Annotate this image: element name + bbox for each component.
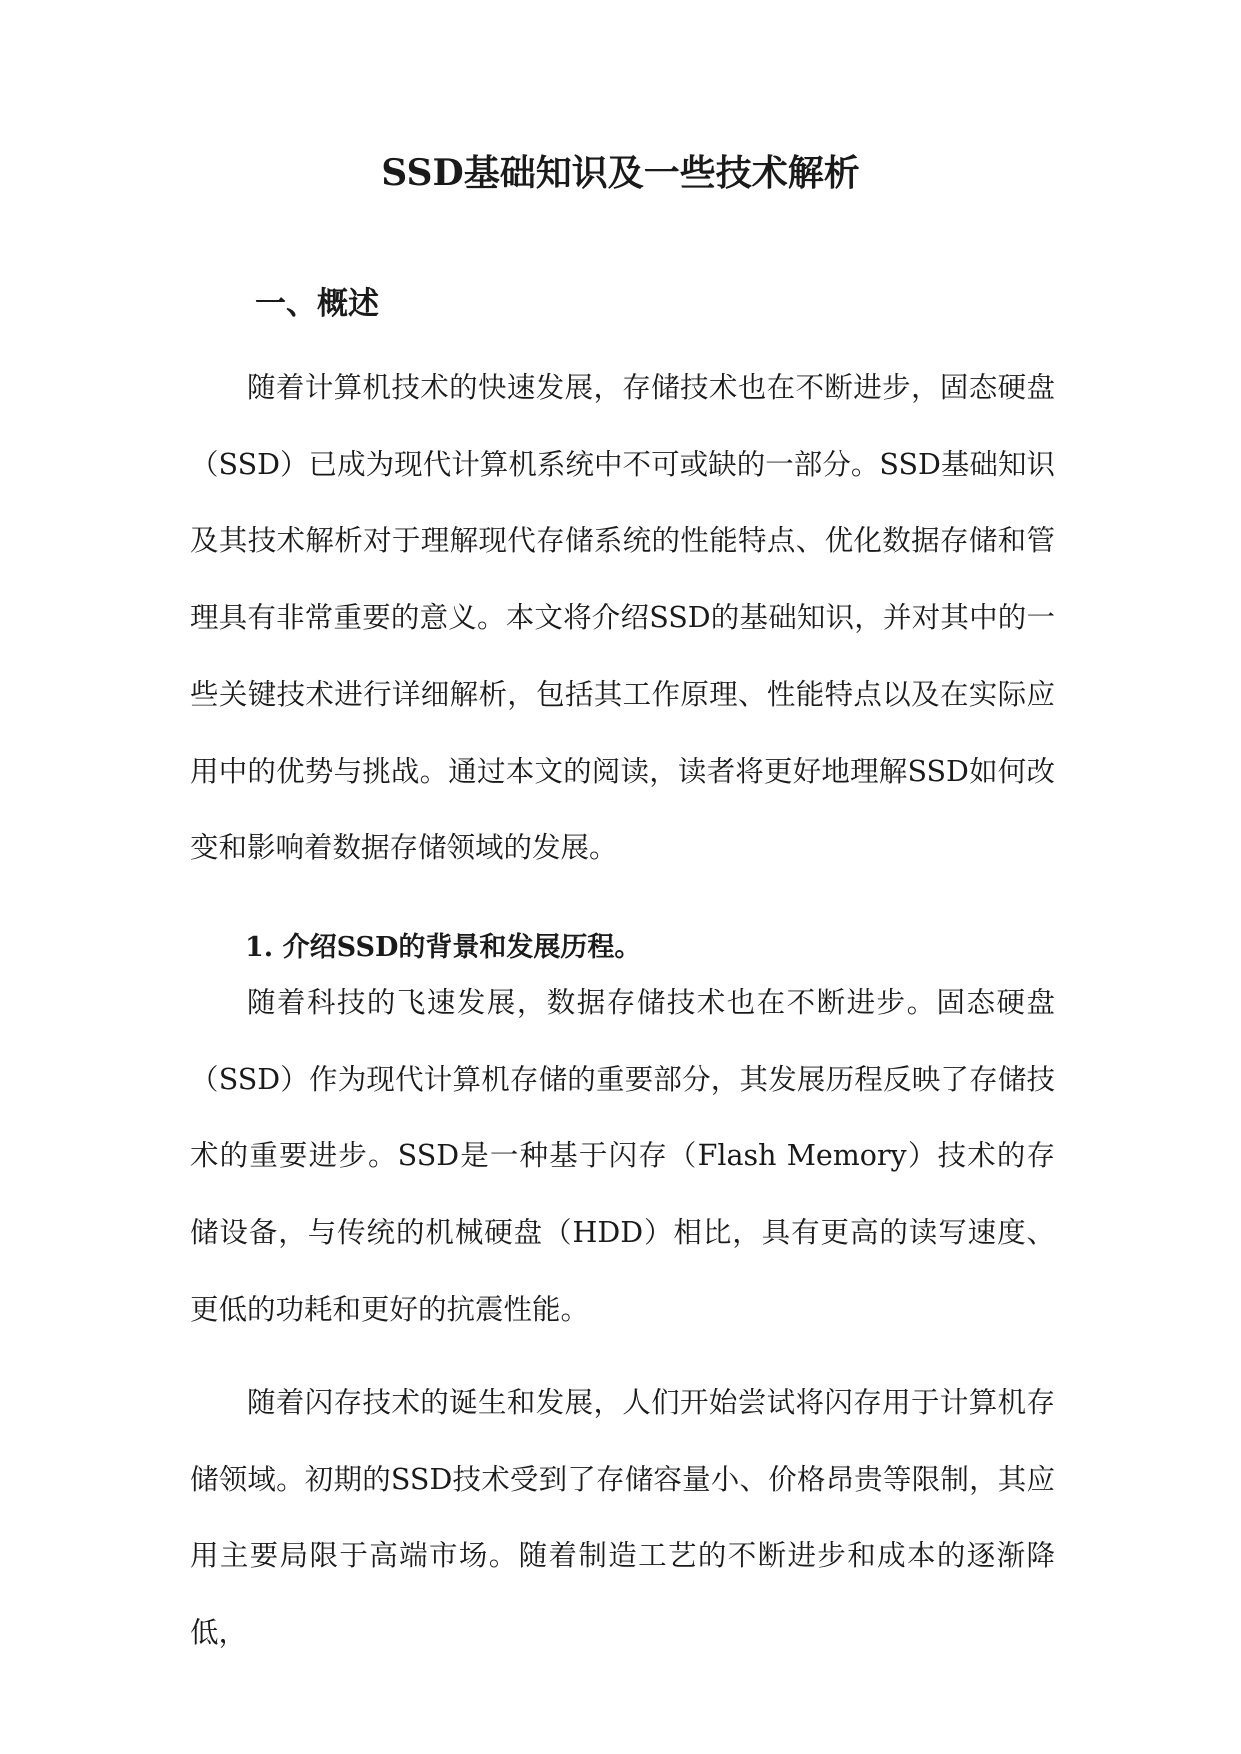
section-heading-background: 1. 介绍SSD的背景和发展历程。 (245, 932, 642, 963)
section-heading-overview: 一、概述 (255, 286, 379, 322)
paragraph-background-1: 随着科技的飞速发展，数据存储技术也在不断进步。固态硬盘（SSD）作为现代计算机存储的重要部分，其发展历程反映了存储技术的重要进步。SSD是一种基于闪存（Flash Memory）技术的存储设备，与传统的机械硬盘（HDD）相比，具有更高的读写速度、更低的功耗和更好的抗震性能。 (190, 986, 1055, 1326)
paragraph-background-2: 随着闪存技术的诞生和发展，人们开始尝试将闪存用于计算机存储领域。初期的SSD技术受到了存储容量小、价格昂贵等限制，其应用主要局限于高端市场。随着制造工艺的不断进步和成本的逐渐降低， (190, 1386, 1055, 1650)
document-title: SSD基础知识及一些技术解析 (381, 152, 860, 194)
paragraph-overview: 随着计算机技术的快速发展，存储技术也在不断进步，固态硬盘（SSD）已成为现代计算机系统中不可或缺的一部分。SSD基础知识及其技术解析对于理解现代存储系统的性能特点、优化数据存储和管理具有非常重要的意义。本文将介绍SSD的基础知识，并对其中的一些关键技术进行详细解析，包括其工作原理、性能特点以及在实际应用中的优势与挑战。通过本文的阅读，读者将更好地理解SSD如何改变和影响着数据存储领域的发展。 (190, 371, 1055, 865)
